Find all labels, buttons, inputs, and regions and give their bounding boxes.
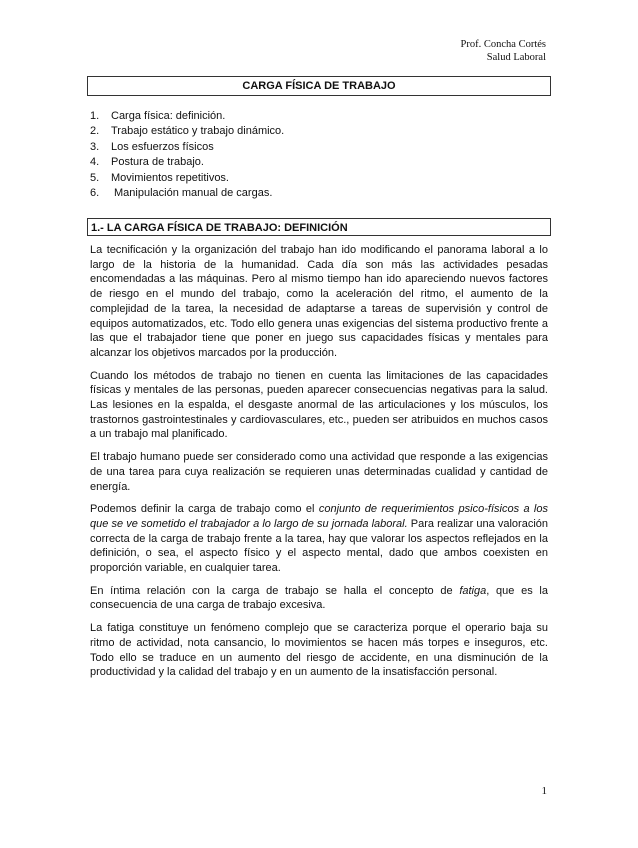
toc-number: 1. xyxy=(90,110,100,122)
text-run: Para realizar una valoración correcta de la carga de trabajo frente a la tarea, hay que valorar los aspectos reflejados en la definición, o sea, el aspecto físico y el aspecto mental, dado que ambos coexisten en proporción variable, en cualquier tarea. xyxy=(90,517,548,575)
paragraph: La fatiga constituye un fenómeno complejo que se caracteriza porque el operario baja su ritmo de actividad, nota cansancio, lo movimientos se hacen más torpes e inseguros, etc. Todo ello se traduce en un aumento del riesgo de accidente, en una disminución de la productividad y la calidad del trabajo y en un aumento de la insatisfacción personal. xyxy=(90,622,548,679)
toc-item xyxy=(90,140,284,155)
paragraph: Cuando los métodos de trabajo no tienen en cuenta las limitaciones de las capacidades físicas y mentales de las personas, pueden aparecer consecuencias negativas para la salud. Las lesiones en la espalda, el desgaste anormal de las articulaciones y los músculos, los trastornos gastrointestinales y cardiovasculares, etc., pueden ser atribuidos en muchos casos a un trabajo mal planificado. xyxy=(90,369,548,441)
document-title: CARGA FÍSICA DE TRABAJO xyxy=(87,76,551,96)
header-subject: Salud Laboral xyxy=(486,52,546,63)
paragraph: La tecnificación y la organización del trabajo han ido modificando el panorama laboral a lo largo de la historia de la humanidad. Cada día son más las actividades pesadas encomendadas a las máquinas. Pero al mismo tiempo han ido apareciendo nuevos factores de riesgo en el mundo del trabajo, como la aceleración del ritmo, el aumento de la complejidad de la tarea, la necesidad de adaptarse a tareas de supervisión y control de equipos automatizados, etc. Todo ello genera unas exigencias del sistema productivo frente a las que el trabajador tiene que poner en juego sus capacidades físicas y mentales para alcanzar los objetivos marcados por la producción. xyxy=(90,244,548,359)
text-run: En íntima relación con la carga de trabajo se halla el concepto de xyxy=(90,584,460,597)
toc-number: 2. xyxy=(90,125,100,138)
toc-item xyxy=(90,171,284,186)
header-author: Prof. Concha Cortés xyxy=(460,39,546,50)
section-body xyxy=(90,243,548,688)
toc-text: Los esfuerzos físicos xyxy=(111,140,214,153)
toc-number: 3. xyxy=(90,140,100,153)
toc-text: Movimientos repetitivos. xyxy=(111,171,229,184)
toc-number: 6. xyxy=(90,187,100,200)
paragraph xyxy=(90,502,548,576)
toc-number: 4. xyxy=(90,156,100,169)
table-of-contents xyxy=(90,109,284,201)
toc-item xyxy=(90,124,284,139)
toc-number: 5. xyxy=(90,171,100,184)
toc-text: Manipulación manual de cargas. xyxy=(114,187,273,200)
toc-text: Trabajo estático y trabajo dinámico. xyxy=(111,125,285,138)
toc-item xyxy=(90,155,284,170)
paragraph xyxy=(90,584,548,613)
toc-item xyxy=(90,109,284,124)
section-heading: 1.- LA CARGA FÍSICA DE TRABAJO: DEFINICIÓN xyxy=(87,218,551,236)
toc-text: Postura de trabajo. xyxy=(111,156,204,169)
text-run: , que es la consecuencia de una carga de trabajo excesiva. xyxy=(90,584,548,612)
term-italic: fatiga xyxy=(459,584,487,597)
text-run: Podemos definir la carga de trabajo como el xyxy=(90,503,319,516)
definition-italic: conjunto de requerimientos psico-físicos a los que se ve sometido el trabajador a lo largo de su jornada laboral. xyxy=(90,503,548,530)
toc-text: Carga física: definición. xyxy=(111,110,226,122)
page-number: 1 xyxy=(541,785,547,797)
paragraph: El trabajo humano puede ser considerado como una actividad que responde a las exigencias de una tarea para cuya realización se requieren unas determinadas cualidad y cantidad de energía. xyxy=(90,451,548,493)
toc-item xyxy=(90,186,284,201)
page-header xyxy=(461,38,546,64)
